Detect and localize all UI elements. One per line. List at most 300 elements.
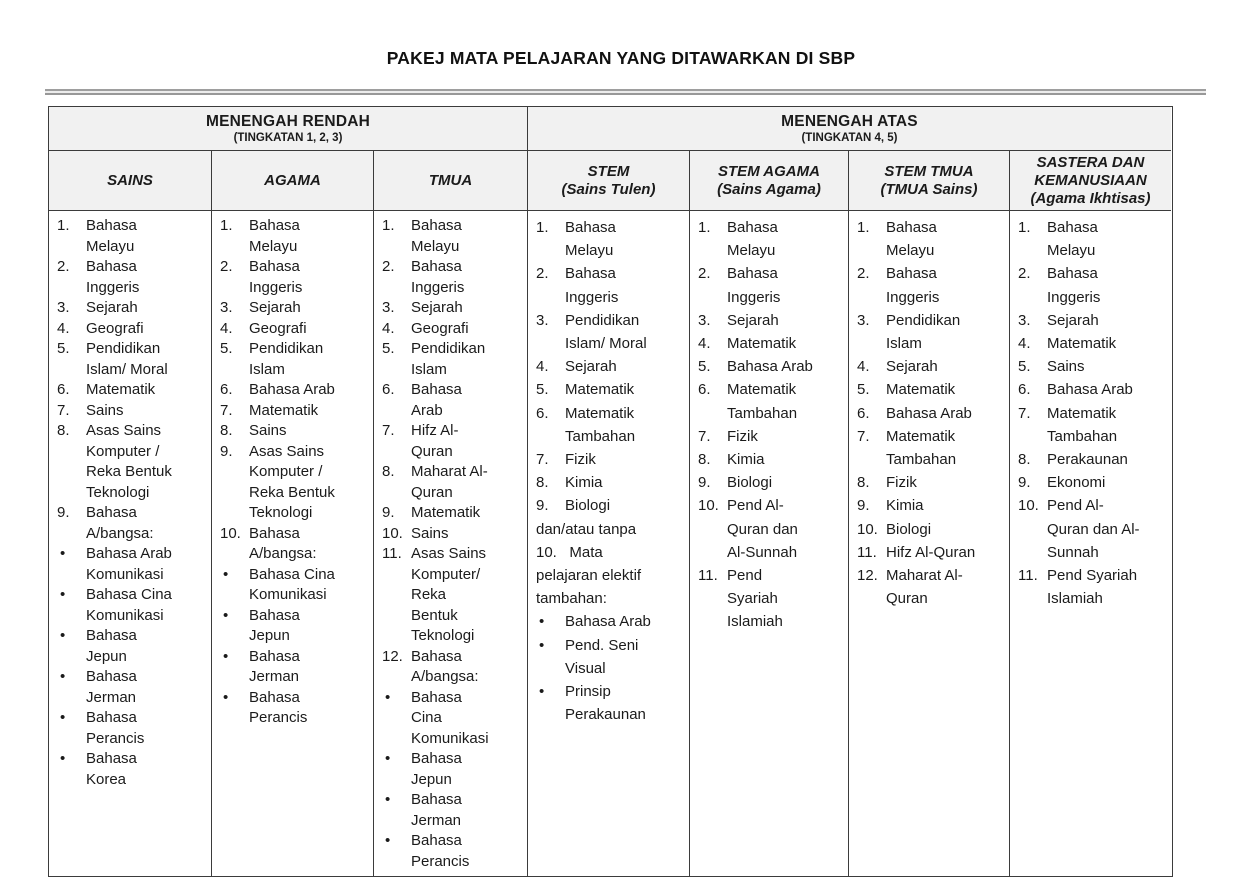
numbered-item bbox=[857, 564, 1005, 610]
bullet-item bbox=[536, 634, 685, 680]
numbered-item bbox=[1018, 564, 1167, 610]
item-text: Bahasa A/bangsa: bbox=[411, 647, 479, 685]
item-marker: 9. bbox=[382, 504, 395, 521]
item-text: Bahasa Arab bbox=[411, 381, 462, 419]
item-marker: 1. bbox=[698, 219, 711, 236]
numbered-item bbox=[57, 380, 207, 401]
subject-cell-sastera bbox=[1010, 211, 1171, 876]
numbered-item bbox=[220, 257, 369, 298]
column-header-name: AGAMA bbox=[264, 171, 321, 189]
item-text: Bahasa A/bangsa: bbox=[86, 504, 154, 542]
numbered-item bbox=[536, 355, 685, 378]
item-marker: 8. bbox=[1018, 451, 1031, 469]
column-header-stem-tmua bbox=[849, 151, 1010, 211]
numbered-item bbox=[698, 262, 844, 308]
numbered-item bbox=[536, 471, 685, 494]
group-title: MENENGAH RENDAH bbox=[205, 113, 371, 130]
item-text: Bahasa Arab Komunikasi bbox=[86, 545, 172, 583]
numbered-item bbox=[698, 425, 844, 448]
item-text: Bahasa Melayu bbox=[727, 219, 778, 260]
numbered-item bbox=[857, 355, 1005, 378]
numbered-item bbox=[382, 216, 523, 257]
item-marker: 1. bbox=[1018, 219, 1031, 236]
item-marker: 8. bbox=[698, 451, 711, 469]
numbered-item bbox=[536, 378, 685, 401]
item-text: Matematik bbox=[86, 381, 156, 398]
numbered-item bbox=[536, 448, 685, 471]
item-marker: 8. bbox=[382, 463, 395, 480]
item-marker: • bbox=[223, 688, 229, 706]
numbered-item bbox=[382, 257, 523, 298]
item-text: Bahasa Korea bbox=[86, 750, 137, 788]
item-marker: 5. bbox=[857, 381, 870, 399]
item-marker: 1. bbox=[382, 217, 395, 234]
item-marker: 12. bbox=[382, 647, 403, 665]
item-text: Fizik bbox=[727, 427, 758, 445]
numbered-item bbox=[698, 309, 844, 332]
item-text: Sains bbox=[249, 422, 287, 439]
item-marker: 7. bbox=[1018, 404, 1031, 422]
bullet-item bbox=[57, 667, 207, 708]
item-text: Asas Sains Komputer/ Reka Bentuk Teknologi bbox=[411, 545, 487, 644]
numbered-item bbox=[1018, 216, 1167, 262]
numbered-item bbox=[220, 421, 369, 442]
item-marker: 7. bbox=[57, 401, 70, 419]
numbered-item bbox=[220, 524, 369, 565]
item-text: Ekonomi bbox=[1047, 474, 1106, 492]
column-header-name: SAINS bbox=[107, 171, 153, 189]
item-marker: 2. bbox=[536, 265, 549, 283]
item-text: Maharat Al-Quran bbox=[886, 567, 963, 608]
item-text: Bahasa Inggeris bbox=[411, 258, 465, 296]
numbered-item bbox=[857, 402, 1005, 425]
numbered-item bbox=[220, 442, 369, 524]
item-text: Geografi bbox=[411, 319, 469, 337]
numbered-item bbox=[382, 647, 523, 688]
item-marker: 5. bbox=[220, 340, 233, 357]
item-text: Pendidikan Islam/ Moral bbox=[86, 340, 168, 378]
bullet-item bbox=[57, 749, 207, 790]
item-marker: 1. bbox=[57, 217, 70, 234]
item-text: Geografi bbox=[249, 319, 307, 337]
bullet-item bbox=[382, 749, 523, 790]
column-header-name: STEM bbox=[587, 162, 630, 180]
numbered-item bbox=[220, 380, 369, 401]
bullet-item bbox=[220, 688, 369, 729]
item-marker: 1. bbox=[536, 219, 549, 236]
item-text: Pendidikan Islam/ Moral bbox=[565, 311, 647, 353]
numbered-item bbox=[57, 298, 207, 319]
item-text: Bahasa Arab bbox=[886, 404, 972, 422]
item-marker: • bbox=[223, 565, 229, 583]
numbered-item bbox=[698, 332, 844, 355]
item-marker: 10. bbox=[857, 520, 878, 538]
item-marker: • bbox=[60, 586, 66, 603]
item-marker: 7. bbox=[382, 422, 395, 439]
numbered-item bbox=[220, 298, 369, 319]
bullet-item bbox=[382, 688, 523, 750]
numbered-item bbox=[382, 298, 523, 319]
item-text: Pend Syariah Islamiah bbox=[727, 567, 783, 631]
numbered-item bbox=[698, 564, 844, 634]
numbered-item bbox=[857, 216, 1005, 262]
item-text: Matematik Tambahan bbox=[727, 381, 798, 422]
numbered-item bbox=[57, 503, 207, 544]
item-marker: 6. bbox=[536, 404, 549, 422]
item-marker: 6. bbox=[57, 381, 70, 398]
subjects-table bbox=[48, 106, 1173, 877]
item-marker: 11. bbox=[382, 545, 402, 562]
item-marker: 3. bbox=[382, 299, 395, 316]
bullet-item bbox=[57, 585, 207, 626]
bullet-item bbox=[382, 790, 523, 831]
item-text: Matematik bbox=[565, 381, 635, 399]
numbered-item bbox=[220, 339, 369, 380]
numbered-item bbox=[536, 262, 685, 308]
page-title: PAKEJ MATA PELAJARAN YANG DITAWARKAN DI SBP bbox=[386, 48, 856, 68]
item-marker: • bbox=[223, 606, 229, 624]
column-header-sub: (TMUA Sains) bbox=[880, 180, 978, 198]
subject-cell-stem bbox=[528, 211, 690, 876]
item-marker: 4. bbox=[382, 319, 395, 337]
item-text: Matematik Tambahan bbox=[1047, 404, 1118, 445]
item-text: Prinsip Perakaunan bbox=[565, 683, 646, 724]
text-line: dan/atau tanpa bbox=[536, 520, 637, 538]
item-text: Bahasa Jepun bbox=[249, 606, 300, 644]
item-text: Bahasa Jepun bbox=[411, 750, 462, 788]
item-marker: 10. bbox=[698, 497, 719, 515]
item-marker: 4. bbox=[857, 358, 870, 376]
item-text: Pend Al-Quran dan Al-Sunnah bbox=[727, 497, 798, 561]
item-marker: 1. bbox=[220, 217, 233, 234]
numbered-item bbox=[1018, 309, 1167, 332]
item-text: Sains bbox=[411, 524, 449, 542]
item-text: Kimia bbox=[886, 497, 924, 515]
numbered-item bbox=[698, 378, 844, 424]
item-text: Bahasa Perancis bbox=[249, 688, 308, 726]
subject-cell-stem-agama bbox=[690, 211, 849, 876]
item-text: Bahasa Arab bbox=[1047, 381, 1133, 399]
item-text: Fizik bbox=[565, 451, 596, 469]
item-text: Bahasa Jerman bbox=[86, 668, 137, 706]
item-marker: 3. bbox=[536, 311, 549, 329]
numbered-item bbox=[382, 503, 523, 524]
item-marker: 5. bbox=[698, 358, 711, 376]
item-marker: 10. bbox=[382, 524, 403, 542]
divider-rule bbox=[45, 89, 1206, 95]
item-marker: 11. bbox=[1018, 567, 1038, 585]
subject-cell-sains bbox=[49, 211, 212, 876]
numbered-item bbox=[857, 262, 1005, 308]
item-marker: 10. bbox=[1018, 497, 1039, 515]
column-header-sub: (Sains Tulen) bbox=[561, 180, 656, 198]
item-marker: 4. bbox=[698, 335, 711, 353]
item-marker: • bbox=[60, 750, 66, 767]
item-marker: 8. bbox=[57, 422, 70, 439]
item-text: Asas Sains Komputer / Reka Bentuk Teknologi bbox=[86, 422, 172, 501]
item-text: Biologi bbox=[886, 520, 932, 538]
item-text: Bahasa Melayu bbox=[411, 217, 462, 255]
item-text: Matematik bbox=[727, 335, 797, 353]
numbered-item bbox=[220, 401, 369, 422]
column-header-sastera bbox=[1010, 151, 1171, 211]
item-text: Bahasa Arab bbox=[249, 381, 335, 398]
item-text: Matematik bbox=[1047, 335, 1117, 353]
item-marker: • bbox=[60, 668, 66, 685]
item-text: Bahasa Cina Komunikasi bbox=[86, 586, 172, 624]
column-header-sub: (Agama Ikhtisas) bbox=[1030, 189, 1151, 207]
item-text: Sejarah bbox=[86, 299, 138, 316]
item-text: Fizik bbox=[886, 474, 917, 492]
item-text: Hifz Al-Quran bbox=[886, 543, 976, 561]
item-text: Geografi bbox=[86, 319, 144, 337]
item-marker: 5. bbox=[1018, 358, 1031, 376]
item-marker: 2. bbox=[698, 265, 711, 283]
item-text: Sejarah bbox=[1047, 311, 1099, 329]
numbered-item bbox=[1018, 494, 1167, 564]
bullet-item bbox=[536, 680, 685, 726]
item-marker: • bbox=[385, 750, 391, 767]
item-text: Bahasa Arab bbox=[565, 613, 651, 631]
bullet-item bbox=[220, 647, 369, 688]
item-marker: 7. bbox=[698, 427, 711, 445]
group-header-menengah-atas bbox=[528, 107, 1171, 151]
item-text: Pend Al-Quran dan Al-Sunnah bbox=[1047, 497, 1140, 561]
group-subtitle: (TINGKATAN 1, 2, 3) bbox=[233, 132, 343, 144]
item-marker: 4. bbox=[536, 358, 549, 376]
item-marker: 6. bbox=[382, 381, 395, 398]
numbered-item bbox=[857, 378, 1005, 401]
item-text: Bahasa Perancis bbox=[411, 832, 470, 870]
item-marker: 8. bbox=[857, 474, 870, 492]
numbered-item bbox=[857, 425, 1005, 471]
item-marker: 3. bbox=[698, 311, 711, 329]
numbered-item bbox=[57, 421, 207, 503]
item-text: Asas Sains Komputer / Reka Bentuk Teknologi bbox=[249, 442, 335, 521]
item-text: Bahasa Inggeris bbox=[86, 258, 140, 296]
item-marker: 6. bbox=[857, 404, 870, 422]
item-text: Sejarah bbox=[249, 299, 301, 316]
item-marker: • bbox=[539, 613, 545, 631]
item-marker: 9. bbox=[857, 497, 870, 515]
item-text: Perakaunan bbox=[1047, 451, 1128, 469]
numbered-item bbox=[1018, 402, 1167, 448]
item-text: Sejarah bbox=[727, 311, 779, 329]
item-marker: 3. bbox=[57, 299, 70, 316]
item-text: Bahasa Inggeris bbox=[1047, 265, 1101, 306]
item-text: Sains bbox=[1047, 358, 1085, 376]
numbered-item bbox=[857, 494, 1005, 517]
item-marker: 4. bbox=[220, 319, 233, 337]
item-marker: 6. bbox=[220, 381, 233, 398]
item-marker: 9. bbox=[1018, 474, 1031, 492]
numbered-item bbox=[536, 494, 685, 517]
numbered-item bbox=[220, 216, 369, 257]
item-marker: 2. bbox=[1018, 265, 1031, 283]
item-marker: 5. bbox=[57, 340, 70, 357]
item-text: Bahasa Inggeris bbox=[886, 265, 940, 306]
item-marker: 3. bbox=[857, 311, 870, 329]
bullet-item bbox=[536, 610, 685, 633]
numbered-item bbox=[1018, 262, 1167, 308]
column-header-sains bbox=[49, 151, 212, 211]
item-text: Bahasa Cina Komunikasi bbox=[411, 688, 489, 747]
bullet-item bbox=[382, 831, 523, 872]
item-text: Biologi bbox=[565, 497, 611, 515]
bullet-item bbox=[220, 606, 369, 647]
column-header-agama bbox=[212, 151, 374, 211]
numbered-item bbox=[698, 471, 844, 494]
column-header-sub: (Sains Agama) bbox=[717, 180, 821, 198]
item-marker: 7. bbox=[536, 451, 549, 469]
item-text: Bahasa Melayu bbox=[886, 219, 937, 260]
item-marker: • bbox=[385, 791, 391, 808]
numbered-item bbox=[857, 471, 1005, 494]
item-text: Matematik bbox=[886, 381, 956, 399]
numbered-item bbox=[57, 216, 207, 257]
item-marker: 5. bbox=[382, 340, 395, 357]
item-text: Matematik bbox=[249, 401, 319, 419]
numbered-item bbox=[1018, 448, 1167, 471]
item-marker: 11. bbox=[698, 567, 718, 585]
column-header-stem-agama bbox=[690, 151, 849, 211]
item-text: Pend. Seni Visual bbox=[565, 636, 639, 677]
item-marker: • bbox=[539, 636, 545, 654]
item-marker: 5. bbox=[536, 381, 549, 399]
item-text: Bahasa Melayu bbox=[86, 217, 137, 255]
numbered-item bbox=[698, 494, 844, 564]
numbered-item bbox=[536, 309, 685, 355]
item-marker: • bbox=[385, 832, 391, 849]
column-header-name: STEM AGAMA bbox=[718, 162, 820, 180]
subject-cell-agama bbox=[212, 211, 374, 876]
numbered-item bbox=[698, 216, 844, 262]
item-marker: 4. bbox=[57, 319, 70, 337]
item-text: Bahasa Inggeris bbox=[249, 258, 303, 296]
item-marker: 8. bbox=[536, 474, 549, 492]
item-marker: 2. bbox=[220, 258, 233, 275]
item-text: Matematik bbox=[411, 504, 481, 521]
numbered-item bbox=[857, 309, 1005, 355]
item-marker: 11. bbox=[857, 543, 877, 561]
group-subtitle: (TINGKATAN 4, 5) bbox=[801, 132, 898, 144]
item-text: Bahasa Cina Komunikasi bbox=[249, 565, 335, 603]
numbered-item bbox=[382, 421, 523, 462]
numbered-item bbox=[857, 518, 1005, 541]
numbered-item bbox=[382, 319, 523, 340]
numbered-item bbox=[382, 380, 523, 421]
subject-cell-stem-tmua bbox=[849, 211, 1010, 876]
item-text: Matematik Tambahan bbox=[886, 427, 957, 469]
bullet-item bbox=[57, 626, 207, 667]
item-text: Matematik Tambahan bbox=[565, 404, 636, 445]
item-text: Sejarah bbox=[886, 358, 938, 376]
item-marker: • bbox=[60, 709, 66, 726]
bullet-item bbox=[57, 708, 207, 749]
item-marker: 9. bbox=[698, 474, 711, 492]
item-text: Bahasa Melayu bbox=[1047, 219, 1098, 260]
item-marker: 12. bbox=[857, 567, 878, 585]
item-text: Bahasa Perancis bbox=[86, 709, 145, 747]
numbered-item bbox=[536, 216, 685, 262]
text-line: pelajaran elektif bbox=[536, 567, 642, 585]
item-text: Pendidikan Islam bbox=[411, 340, 486, 378]
item-marker: 2. bbox=[57, 258, 70, 275]
item-marker: • bbox=[385, 688, 391, 706]
column-header-name: TMUA bbox=[428, 171, 473, 189]
item-text: Pendidikan Islam bbox=[249, 340, 324, 378]
item-text: Bahasa Inggeris bbox=[727, 265, 781, 306]
item-text: Kimia bbox=[727, 451, 765, 469]
item-text: Bahasa Melayu bbox=[565, 219, 616, 260]
item-text: Bahasa Inggeris bbox=[565, 265, 619, 306]
item-text: Pend Syariah Islamiah bbox=[1047, 567, 1138, 608]
item-text: Biologi bbox=[727, 474, 773, 492]
numbered-item bbox=[220, 319, 369, 340]
numbered-item bbox=[536, 402, 685, 448]
column-header-name: SASTERA DAN KEMANUSIAAN bbox=[1034, 153, 1147, 189]
numbered-item bbox=[57, 257, 207, 298]
item-text: Sejarah bbox=[411, 299, 463, 316]
column-header-tmua bbox=[374, 151, 528, 211]
item-marker: 6. bbox=[1018, 381, 1031, 399]
item-text: Hifz Al-Quran bbox=[411, 422, 459, 460]
item-marker: 2. bbox=[382, 258, 395, 275]
item-marker: 10. bbox=[220, 524, 241, 542]
numbered-item bbox=[382, 524, 523, 545]
column-header-stem bbox=[528, 151, 690, 211]
numbered-item bbox=[57, 339, 207, 380]
numbered-item bbox=[698, 448, 844, 471]
item-marker: 6. bbox=[698, 381, 711, 399]
bullet-item bbox=[220, 565, 369, 606]
item-marker: 4. bbox=[1018, 335, 1031, 353]
numbered-item bbox=[57, 401, 207, 422]
subject-cell-tmua bbox=[374, 211, 528, 876]
item-marker: 9. bbox=[536, 497, 549, 515]
item-marker: 7. bbox=[857, 427, 870, 445]
column-header-name: STEM TMUA bbox=[884, 162, 974, 180]
bullet-item bbox=[57, 544, 207, 585]
item-text: Kimia bbox=[565, 474, 603, 492]
item-text: Sejarah bbox=[565, 358, 617, 376]
item-marker: 2. bbox=[857, 265, 870, 283]
numbered-item bbox=[1018, 355, 1167, 378]
item-marker: 9. bbox=[57, 504, 70, 521]
item-marker: • bbox=[223, 647, 229, 665]
item-marker: 3. bbox=[1018, 311, 1031, 329]
text-line: tambahan: bbox=[536, 590, 607, 608]
item-text: Maharat Al-Quran bbox=[411, 463, 488, 501]
numbered-item bbox=[857, 541, 1005, 564]
item-marker: 1. bbox=[857, 219, 870, 236]
numbered-item bbox=[382, 462, 523, 503]
item-marker: • bbox=[60, 627, 66, 644]
item-marker: 8. bbox=[220, 422, 233, 439]
numbered-item bbox=[382, 339, 523, 380]
item-marker: 3. bbox=[220, 299, 233, 316]
numbered-item bbox=[1018, 378, 1167, 401]
item-marker: • bbox=[539, 683, 545, 701]
item-text: Bahasa Jepun bbox=[86, 627, 137, 665]
text-line: 10. Mata bbox=[536, 543, 603, 561]
item-text: Sains bbox=[86, 401, 124, 419]
group-header-menengah-rendah bbox=[49, 107, 528, 151]
numbered-item bbox=[698, 355, 844, 378]
item-text: Bahasa Melayu bbox=[249, 217, 300, 255]
item-marker: 9. bbox=[220, 442, 233, 460]
numbered-item bbox=[1018, 332, 1167, 355]
